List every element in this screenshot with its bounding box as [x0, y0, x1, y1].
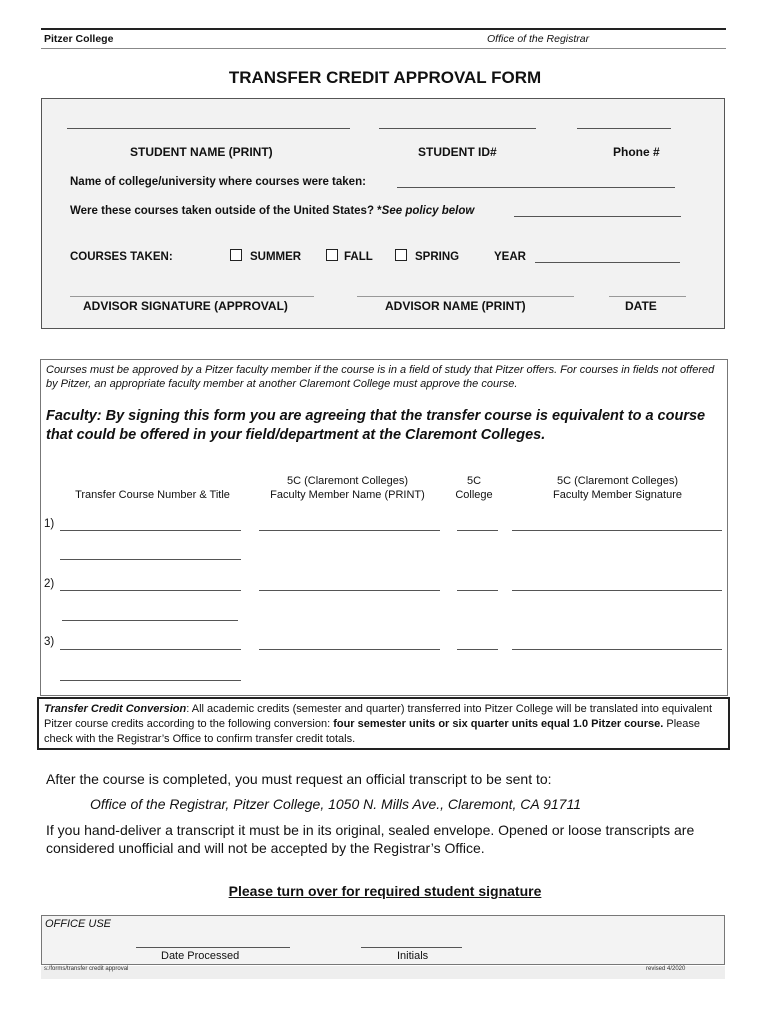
student-name-field[interactable]	[67, 128, 350, 129]
conversion-text-c: Please check with the Registrar’s Office to confirm transfer credit totals.	[44, 718, 701, 745]
office-use-section	[41, 915, 725, 965]
faculty-signature-field[interactable]	[512, 590, 722, 591]
faculty-agreement: Faculty: By signing this form you are agreeing that the transfer course is equivalent to a course that could be offered in your field/department at the Claremont Colleges.	[46, 408, 706, 443]
fall-checkbox[interactable]	[326, 249, 338, 261]
col-college-l1: 5C	[466, 475, 482, 487]
course-title-field-line2[interactable]	[60, 680, 241, 681]
header-rule-bottom	[41, 48, 726, 49]
approval-note: Courses must be approved by a Pitzer faculty member if the course is in a field of study that Pitzer offers. For courses in fields not offered by Pitzer, an appropriate faculty member at another Claremont College must approve the course.	[46, 364, 715, 390]
advisor-signature-label: ADVISOR SIGNATURE (APPROVAL)	[83, 299, 288, 313]
col-faculty-name-l2: Faculty Member Name (PRINT)	[270, 489, 425, 501]
date-processed-field[interactable]	[136, 947, 290, 948]
faculty-name-field[interactable]	[259, 530, 440, 531]
col-signature-l1: 5C (Claremont Colleges)	[556, 475, 679, 487]
footer-revision: revised 4/2020	[646, 966, 686, 972]
col-college-l2: College	[455, 489, 493, 501]
conversion-heading: Transfer Credit Conversion	[44, 703, 187, 715]
row-number: 2)	[44, 578, 55, 590]
course-title-field[interactable]	[60, 649, 241, 650]
registrar-address: Office of the Registrar, Pitzer College, 1050 N. Mills Ave., Claremont, CA 91711	[90, 796, 581, 812]
course-title-field-line2[interactable]	[60, 559, 241, 560]
college-field[interactable]	[457, 530, 498, 531]
college-name: Pitzer College	[44, 33, 114, 45]
faculty-name-field[interactable]	[259, 590, 440, 591]
summer-label: SUMMER	[250, 251, 302, 263]
office-use-label: OFFICE USE	[45, 918, 112, 930]
col-course-header-text: Transfer Course Number & Title	[75, 489, 230, 501]
course-title-field[interactable]	[60, 530, 241, 531]
student-id-label: STUDENT ID#	[418, 145, 497, 159]
col-college-header	[446, 474, 502, 502]
course-title-field-line2[interactable]	[62, 620, 238, 621]
col-signature-l2: Faculty Member Signature	[553, 489, 682, 501]
course-title-field[interactable]	[60, 590, 241, 591]
credit-conversion-text	[44, 702, 724, 747]
outside-us-question	[70, 205, 474, 217]
date-label: DATE	[625, 299, 657, 313]
date-processed-label: Date Processed	[161, 950, 240, 962]
initials-field[interactable]	[361, 947, 462, 948]
outside-us-field[interactable]	[514, 216, 681, 217]
faculty-name-field[interactable]	[259, 649, 440, 650]
spring-checkbox[interactable]	[395, 249, 407, 261]
office-name: Office of the Registrar	[487, 33, 590, 45]
transcript-instruction: After the course is completed, you must request an official transcript to be sent to:	[46, 771, 552, 787]
policy-reference: See policy below	[381, 205, 475, 217]
row-number: 3)	[44, 636, 55, 648]
conversion-rule: four semester units or six quarter units equal 1.0 Pitzer course.	[333, 718, 664, 730]
header-rule-top	[41, 28, 726, 30]
fall-label: FALL	[344, 251, 373, 263]
college-field[interactable]	[457, 590, 498, 591]
hand-delivery-note: If you hand-deliver a transcript it must be in its original, sealed envelope. Opened or loose transcripts are considered unofficial and will not be accepted by the Registrar’s Office.	[46, 822, 695, 856]
college-question: Name of college/university where courses were taken:	[70, 176, 366, 188]
footer-file-path: s:/forms/transfer credit approval	[44, 966, 129, 972]
date-field[interactable]	[609, 296, 686, 297]
initials-label: Initials	[397, 950, 429, 962]
col-course-header	[60, 488, 245, 502]
college-field[interactable]	[457, 649, 498, 650]
outside-us-question-text: Were these courses taken outside of the United States? *	[70, 205, 382, 217]
year-field[interactable]	[535, 262, 680, 263]
col-faculty-name-l1: 5C (Claremont Colleges)	[286, 475, 409, 487]
college-field[interactable]	[397, 187, 675, 188]
faculty-signature-field[interactable]	[512, 530, 722, 531]
faculty-signature-field[interactable]	[512, 649, 722, 650]
form-title: TRANSFER CREDIT APPROVAL FORM	[228, 68, 542, 87]
col-faculty-name-header	[250, 474, 445, 502]
advisor-signature-field[interactable]	[70, 296, 314, 297]
turn-over-note: Please turn over for required student signature	[228, 883, 542, 899]
student-name-label: STUDENT NAME (PRINT)	[130, 145, 273, 159]
phone-label: Phone #	[613, 145, 660, 159]
advisor-name-field[interactable]	[357, 296, 574, 297]
col-signature-header	[515, 474, 720, 502]
conversion-text-a: : All academic credits (semester and quarter) transferred into Pitzer College will be translated into equivalent Pitzer course credits according to the following conversion:	[44, 703, 713, 730]
year-label: YEAR	[494, 251, 526, 263]
courses-taken-label: COURSES TAKEN:	[70, 251, 173, 263]
row-number: 1)	[44, 518, 55, 530]
student-id-field[interactable]	[379, 128, 536, 129]
spring-label: SPRING	[415, 251, 460, 263]
footer-strip	[41, 966, 725, 979]
advisor-name-label: ADVISOR NAME (PRINT)	[385, 299, 526, 313]
phone-field[interactable]	[577, 128, 671, 129]
summer-checkbox[interactable]	[230, 249, 242, 261]
